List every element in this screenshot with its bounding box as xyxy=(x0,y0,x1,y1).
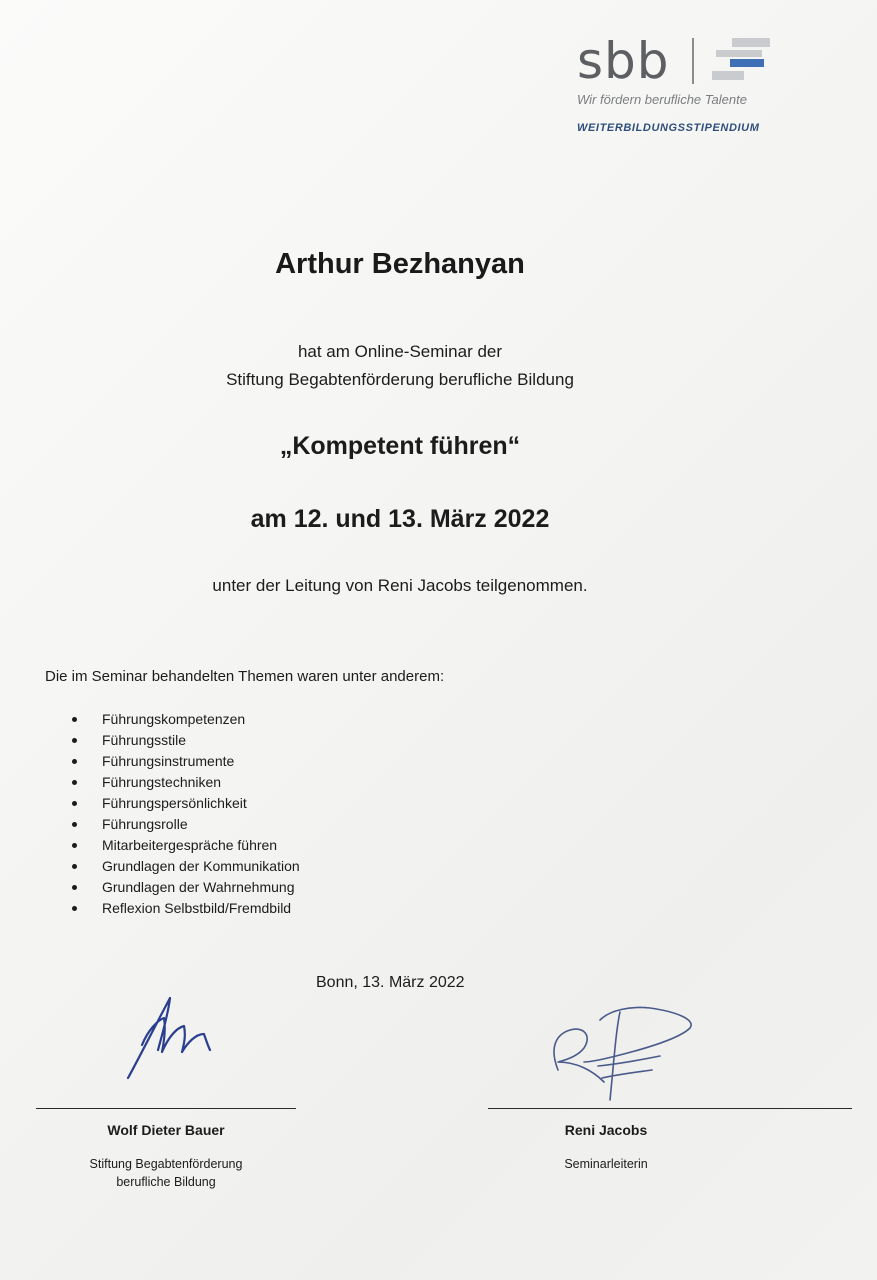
signature-left xyxy=(118,990,228,1085)
bullet-icon xyxy=(72,885,77,890)
bullet-icon xyxy=(72,780,77,785)
bullet-icon xyxy=(72,717,77,722)
bullet-icon xyxy=(72,759,77,764)
topics-list xyxy=(62,709,300,919)
list-item xyxy=(62,877,300,898)
bullet-icon xyxy=(72,738,77,743)
topic-label: Führungskompetenzen xyxy=(102,711,246,727)
bullet-icon xyxy=(72,843,77,848)
intro-line-1: hat am Online-Seminar der xyxy=(297,342,503,361)
seminar-date: am 12. und 13. März 2022 xyxy=(250,505,550,533)
topic-label: Führungsinstrumente xyxy=(102,753,235,769)
logo-bars-icon xyxy=(712,36,772,82)
recipient-name: Arthur Bezhanyan xyxy=(275,248,525,280)
signer-role-left xyxy=(36,1155,296,1191)
logo-divider xyxy=(692,38,694,84)
bullet-icon xyxy=(72,801,77,806)
topic-label: Grundlagen der Kommunikation xyxy=(102,858,300,874)
signature-right xyxy=(540,1000,700,1105)
bullet-icon xyxy=(72,864,77,869)
topic-label: Führungsstile xyxy=(102,732,187,748)
lead-line: unter der Leitung von Reni Jacobs teilgenommen. xyxy=(212,576,588,595)
list-item xyxy=(62,751,300,772)
signer-role-right xyxy=(488,1155,724,1173)
signature-line-right xyxy=(488,1108,852,1109)
signer-role-left-line-2: berufliche Bildung xyxy=(116,1175,216,1189)
topic-label: Mitarbeitergespräche führen xyxy=(102,837,278,853)
list-item xyxy=(62,814,300,835)
seminar-title: „Kompetent führen“ xyxy=(279,432,521,460)
sbb-logo xyxy=(575,32,775,142)
topic-label: Führungsrolle xyxy=(102,816,188,832)
list-item xyxy=(62,793,300,814)
list-item xyxy=(62,835,300,856)
topic-label: Führungspersönlichkeit xyxy=(102,795,247,811)
intro-line-2: Stiftung Begabtenförderung berufliche Bildung xyxy=(226,370,574,389)
list-item xyxy=(62,856,300,877)
topic-label: Reflexion Selbstbild/Fremdbild xyxy=(102,900,292,916)
signer-role-right-line-1: Seminarleiterin xyxy=(564,1157,648,1171)
signer-role-left-line-1: Stiftung Begabtenförderung xyxy=(89,1157,243,1171)
topics-intro: Die im Seminar behandelten Themen waren unter anderem: xyxy=(45,668,445,685)
logo-tagline: Wir fördern berufliche Talente xyxy=(577,92,747,107)
bullet-icon xyxy=(72,906,77,911)
signature-line-left xyxy=(36,1108,296,1109)
list-item xyxy=(62,709,300,730)
signer-name-right: Reni Jacobs xyxy=(564,1122,648,1138)
topic-label: Grundlagen der Wahrnehmung xyxy=(102,879,295,895)
signer-name-left: Wolf Dieter Bauer xyxy=(107,1122,225,1138)
bullet-icon xyxy=(72,822,77,827)
logo-wordmark: sbb xyxy=(577,32,670,90)
place-date: Bonn, 13. März 2022 xyxy=(316,974,465,991)
list-item xyxy=(62,898,300,919)
list-item xyxy=(62,730,300,751)
logo-program-label: WEITERBILDUNGSSTIPENDIUM xyxy=(577,122,760,134)
list-item xyxy=(62,772,300,793)
topic-label: Führungstechniken xyxy=(102,774,222,790)
